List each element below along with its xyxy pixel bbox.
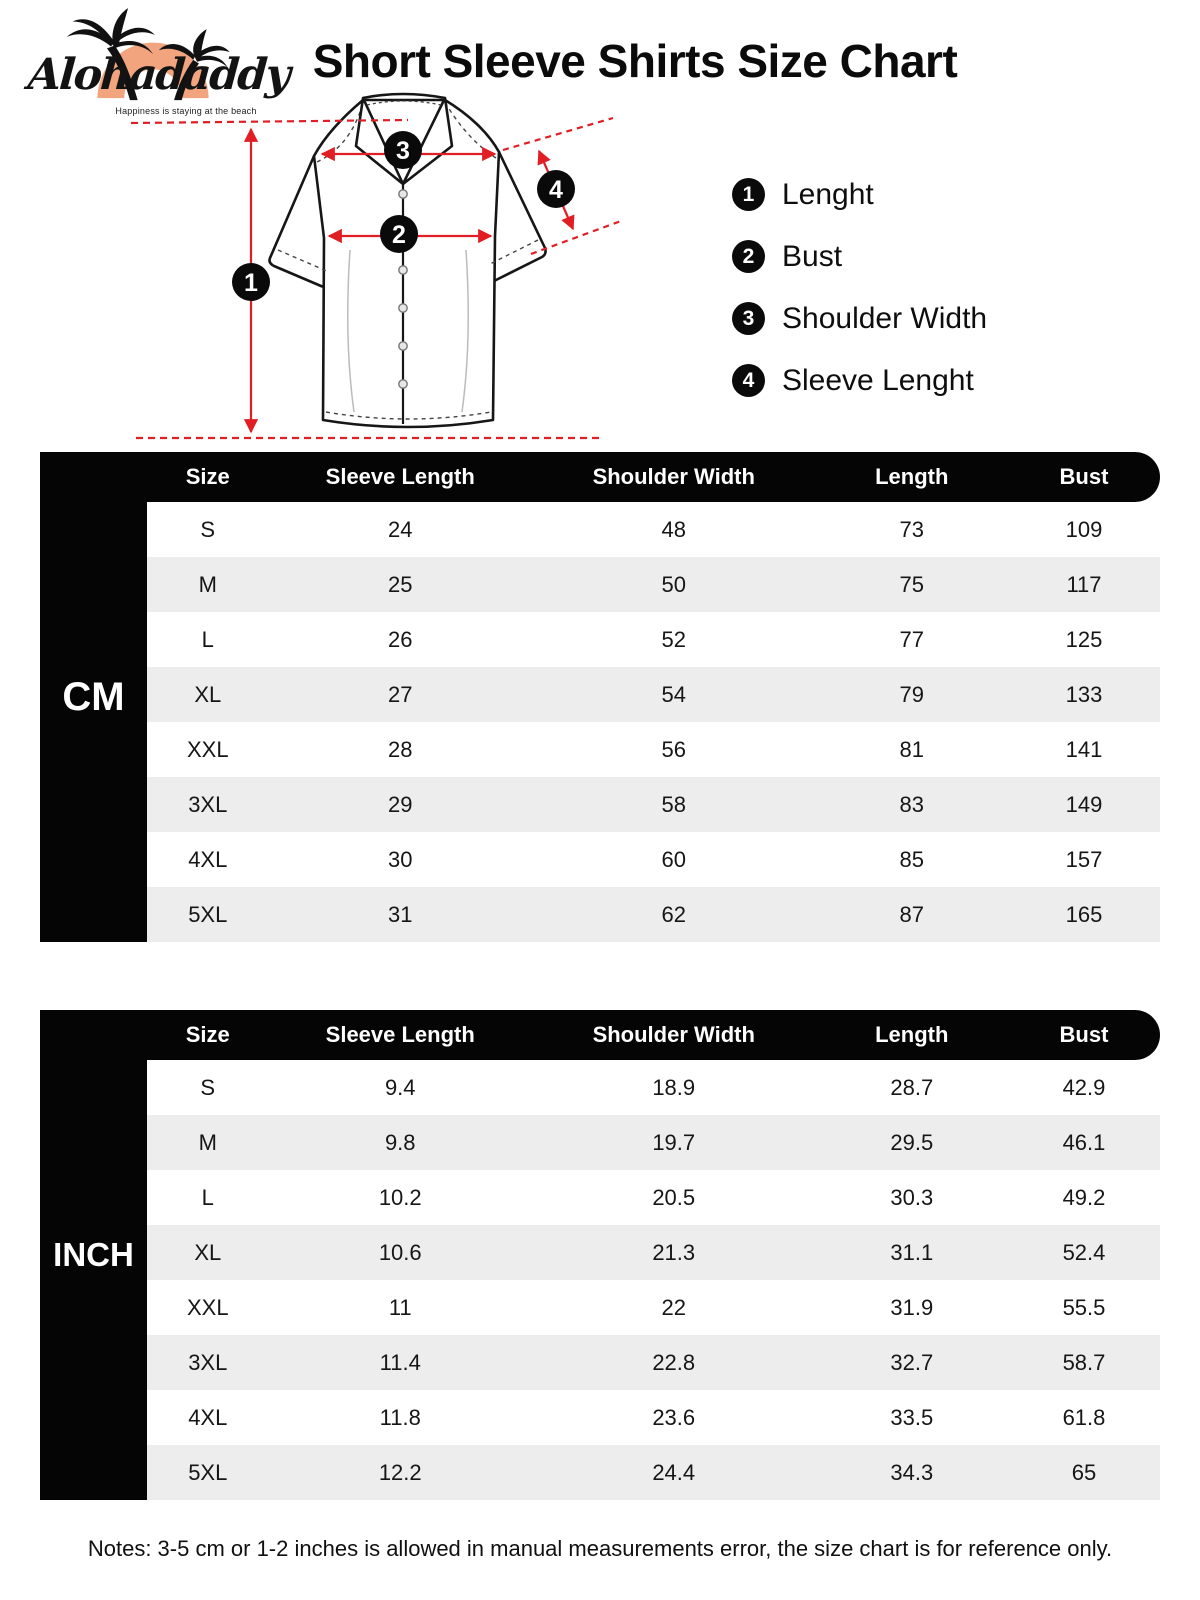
value-cell: 11 <box>388 1294 412 1320</box>
value-cell: 18.9 <box>652 1074 696 1100</box>
value-cell: 28.7 <box>890 1074 934 1100</box>
value-cell: 9.4 <box>384 1074 416 1100</box>
legend-item <box>732 302 987 335</box>
size-cell: 5XL <box>188 901 228 927</box>
value-cell: 11.8 <box>379 1404 421 1430</box>
column-header: Bust <box>1059 464 1109 489</box>
value-cell: 20.5 <box>652 1184 696 1210</box>
value-cell: 60 <box>661 846 686 872</box>
column-header: Bust <box>1059 1022 1109 1047</box>
value-cell: 52 <box>661 626 686 652</box>
table-row <box>147 832 1160 887</box>
legend-label: Bust <box>782 239 843 273</box>
value-cell: 48 <box>661 516 686 542</box>
value-cell: 73 <box>899 516 925 542</box>
value-cell: 19.7 <box>652 1129 696 1155</box>
table-row <box>147 1335 1160 1390</box>
value-cell: 81 <box>899 736 925 762</box>
table-row <box>147 887 1160 942</box>
table-row <box>147 1390 1160 1445</box>
value-cell: 31 <box>387 901 413 927</box>
value-cell: 9.8 <box>384 1129 416 1155</box>
table-row <box>147 1060 1160 1115</box>
size-cell: XL <box>194 681 222 707</box>
legend-number-badge: 4 <box>732 364 765 397</box>
table-row <box>147 1225 1160 1280</box>
value-cell: 24 <box>387 516 413 542</box>
value-cell: 133 <box>1065 681 1103 707</box>
page-title: Short Sleeve Shirts Size Chart <box>312 35 958 87</box>
value-cell: 46.1 <box>1062 1129 1106 1155</box>
legend-number-badge: 2 <box>732 240 765 273</box>
value-cell: 42.9 <box>1062 1074 1106 1100</box>
value-cell: 21.3 <box>652 1239 696 1265</box>
column-header: Length <box>875 464 949 489</box>
value-cell: 65 <box>1071 1459 1097 1485</box>
value-cell: 87 <box>899 901 925 927</box>
value-cell: 29 <box>387 791 413 817</box>
value-cell: 62 <box>661 901 686 927</box>
table-body-cm <box>147 502 1160 942</box>
value-cell: 34.3 <box>890 1459 934 1485</box>
shirt-outline-drawing <box>118 90 630 458</box>
value-cell: 31.1 <box>890 1239 934 1265</box>
value-cell: 56 <box>661 736 686 762</box>
value-cell: 32.7 <box>890 1349 934 1375</box>
column-header: Size <box>185 464 230 489</box>
value-cell: 83 <box>899 791 925 817</box>
unit-label-inch: INCH <box>53 1236 134 1273</box>
table-row <box>147 667 1160 722</box>
value-cell: 109 <box>1065 516 1103 542</box>
size-table-inch <box>40 1010 1160 1500</box>
legend-label: Shoulder Width <box>782 301 988 335</box>
value-cell: 22.8 <box>652 1349 696 1375</box>
size-cell: S <box>200 1074 216 1100</box>
value-cell: 30 <box>387 846 413 872</box>
value-cell: 149 <box>1065 791 1103 817</box>
size-cell: M <box>198 571 217 597</box>
size-cell: XXL <box>186 736 229 762</box>
unit-column-cm <box>40 452 147 942</box>
size-cell: 3XL <box>188 1349 228 1375</box>
value-cell: 12.2 <box>378 1459 422 1485</box>
value-cell: 29.5 <box>890 1129 934 1155</box>
measurement-legend <box>732 178 987 426</box>
table-header-row <box>40 452 1160 502</box>
value-cell: 24.4 <box>652 1459 696 1485</box>
unit-column-inch <box>40 1010 147 1500</box>
value-cell: 77 <box>899 626 925 652</box>
table-row <box>147 722 1160 777</box>
value-cell: 49.2 <box>1062 1184 1106 1210</box>
value-cell: 55.5 <box>1062 1294 1106 1320</box>
size-cell: L <box>201 626 214 652</box>
value-cell: 50 <box>661 571 686 597</box>
svg-text:4: 4 <box>549 176 563 204</box>
size-cell: XXL <box>186 1294 229 1320</box>
table-body-inch <box>147 1060 1160 1500</box>
value-cell: 26 <box>387 626 413 652</box>
legend-label: Lenght <box>782 177 874 211</box>
size-cell: S <box>200 516 216 542</box>
value-cell: 10.6 <box>378 1239 422 1265</box>
column-header: Sleeve Length <box>325 464 475 489</box>
column-header: Length <box>875 1022 949 1047</box>
size-table-cm <box>40 452 1160 942</box>
table-row <box>147 502 1160 557</box>
legend-item <box>732 240 987 273</box>
table-row <box>147 1115 1160 1170</box>
table-row <box>147 1445 1160 1500</box>
value-cell: 23.6 <box>652 1404 696 1430</box>
table-header-row <box>40 1010 1160 1060</box>
legend-number-badge: 3 <box>732 302 765 335</box>
table-row <box>147 1280 1160 1335</box>
table-row <box>147 557 1160 612</box>
size-cell: M <box>198 1129 217 1155</box>
table-row <box>147 612 1160 667</box>
value-cell: 10.2 <box>378 1184 422 1210</box>
table-row <box>147 777 1160 832</box>
column-header: Sleeve Length <box>325 1022 475 1047</box>
value-cell: 79 <box>899 681 925 707</box>
value-cell: 31.9 <box>890 1294 934 1320</box>
value-cell: 25 <box>387 571 413 597</box>
value-cell: 28 <box>387 736 413 762</box>
legend-item <box>732 178 987 211</box>
size-cell: L <box>201 1184 214 1210</box>
value-cell: 52.4 <box>1062 1239 1106 1265</box>
column-header: Size <box>185 1022 230 1047</box>
value-cell: 125 <box>1065 626 1103 652</box>
value-cell: 61.8 <box>1062 1404 1106 1430</box>
value-cell: 58 <box>661 791 686 817</box>
size-cell: 3XL <box>188 791 228 817</box>
value-cell: 117 <box>1066 571 1102 597</box>
legend-item <box>732 364 987 397</box>
value-cell: 141 <box>1065 736 1103 762</box>
value-cell: 22 <box>661 1294 686 1320</box>
brand-tagline: Happiness is staying at the beach <box>115 106 257 116</box>
size-cell: 4XL <box>188 1404 228 1430</box>
shirt-measurement-diagram <box>118 90 630 458</box>
size-cell: 4XL <box>188 846 228 872</box>
value-cell: 54 <box>661 681 686 707</box>
brand-name: Alohadaddy <box>26 50 291 100</box>
value-cell: 11.4 <box>379 1349 421 1375</box>
table-row <box>147 1170 1160 1225</box>
value-cell: 165 <box>1065 901 1103 927</box>
notes-text: Notes: 3-5 cm or 1-2 inches is allowed in manual measurements error, the size chart is for reference only. <box>87 1536 1113 1561</box>
value-cell: 75 <box>899 571 925 597</box>
legend-label: Sleeve Lenght <box>782 363 974 397</box>
svg-text:3: 3 <box>396 137 410 165</box>
column-header: Shoulder Width <box>592 1022 755 1047</box>
size-cell: 5XL <box>188 1459 228 1485</box>
value-cell: 157 <box>1065 846 1103 872</box>
value-cell: 30.3 <box>890 1184 934 1210</box>
size-cell: XL <box>194 1239 222 1265</box>
value-cell: 58.7 <box>1062 1349 1106 1375</box>
unit-label-cm: CM <box>62 674 125 719</box>
value-cell: 85 <box>899 846 925 872</box>
column-header: Shoulder Width <box>592 464 755 489</box>
svg-text:2: 2 <box>392 221 406 249</box>
legend-number-badge: 1 <box>732 178 765 211</box>
svg-text:1: 1 <box>244 269 258 297</box>
value-cell: 33.5 <box>890 1404 934 1430</box>
value-cell: 27 <box>387 681 413 707</box>
